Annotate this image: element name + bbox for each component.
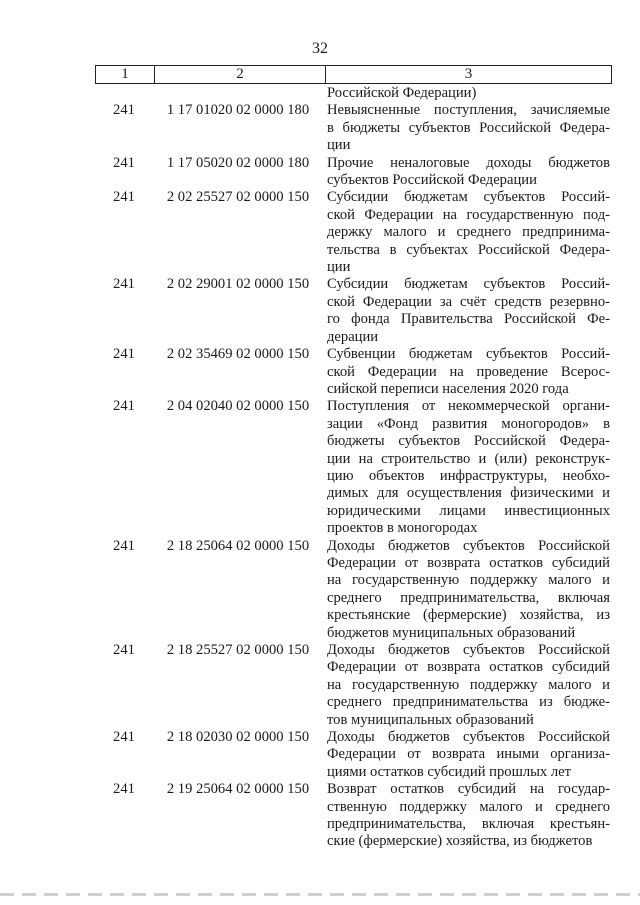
description-line: Доходы бюджетов субъектов Российской	[327, 729, 610, 746]
row-number: 241	[113, 537, 135, 554]
row-number: 241	[113, 398, 135, 415]
revenue-code: 2 18 25527 02 0000 150	[166, 642, 310, 658]
description-line: Федерации от возврата иными организа-	[327, 746, 610, 763]
description-line: в бюджеты субъектов Российской Федера-	[327, 119, 610, 136]
revenue-code: 2 02 25527 02 0000 150	[166, 189, 310, 206]
revenue-description	[323, 276, 610, 346]
revenue-code: 2 02 35469 02 0000 150	[166, 346, 310, 363]
revenue-description	[323, 398, 610, 537]
continuation-text: Российской Федерации)	[327, 85, 477, 101]
description-line: ской Федерации на государственную под-	[327, 206, 610, 223]
description-line: Доходы бюджетов субъектов Российской	[327, 642, 610, 658]
revenue-code: 1 17 01020 02 0000 180	[166, 102, 310, 119]
description-line: ции	[327, 137, 351, 154]
row-number: 241	[113, 102, 135, 119]
description-line: ции	[327, 259, 351, 276]
revenue-description	[323, 642, 610, 729]
row-number: 241	[113, 781, 135, 798]
description-line: циями остатков субсидий прошлых лет	[327, 763, 571, 780]
description-line: сийской переписи населения 2020 года	[327, 380, 569, 397]
description-line: Федерации от возврата остатков субсидий	[327, 659, 610, 676]
description-line: ской Федерации на проведение Всерос-	[327, 363, 610, 380]
column-header-1: 1	[96, 66, 155, 84]
description-line: Поступления от некоммерческой органи-	[327, 398, 610, 415]
description-line: субъектов Российской Федерации	[327, 172, 537, 189]
description-line: бюджеты субъектов Российской Федера-	[327, 433, 610, 450]
revenue-description	[323, 781, 610, 851]
row-number: 241	[113, 276, 135, 293]
revenue-description	[323, 155, 610, 190]
table-row	[95, 781, 610, 851]
description-line: Федерации от возврата остатков субсидий	[327, 554, 610, 571]
scan-edge-artifact	[0, 893, 640, 896]
description-line: на государственную поддержку малого и	[327, 572, 610, 589]
table-row	[95, 102, 610, 154]
description-line: ции на строительство и (или) реконструк-	[327, 450, 610, 467]
column-header-2: 2	[155, 66, 326, 84]
revenue-description	[323, 538, 610, 642]
description-line: ские (фермерские) хозяйства, из бюджетов	[327, 833, 593, 850]
description-line: юридическими лицами инвестиционных	[327, 502, 610, 519]
revenue-code: 2 19 25064 02 0000 150	[166, 781, 310, 798]
table-row	[95, 642, 610, 729]
revenue-description	[323, 346, 610, 398]
description-line: Прочие неналоговые доходы бюджетов	[327, 154, 610, 171]
row-number: 241	[113, 729, 135, 746]
description-line: дерации	[327, 328, 379, 345]
table-row	[95, 538, 610, 642]
row-number: 241	[113, 189, 135, 206]
table-row	[95, 189, 610, 276]
description-line: на государственную поддержку малого и	[327, 676, 610, 693]
description-line: среднего предпринимательства из бюдже-	[327, 694, 610, 711]
description-line: го фонда Правительства Российской Фе-	[327, 311, 610, 328]
description-line: ской Федерации за счёт средств резервно-	[327, 293, 610, 310]
description-line: предпринимательства, включая крестьян-	[327, 816, 610, 833]
description-line: Доходы бюджетов субъектов Российской	[327, 537, 610, 554]
revenue-description	[323, 102, 610, 154]
description-line: Субсидии бюджетам субъектов Россий-	[327, 189, 610, 206]
continuation-row	[95, 85, 610, 102]
description-line: тов муниципальных образований	[327, 711, 534, 728]
page-number: 32	[312, 40, 328, 57]
revenue-code: 2 18 25064 02 0000 150	[166, 537, 310, 554]
table-row	[95, 398, 610, 537]
description-line: Субсидии бюджетам субъектов Россий-	[327, 276, 610, 293]
description-line: тельства в субъектах Российской Федера-	[327, 241, 610, 258]
row-number: 241	[113, 346, 135, 363]
revenue-description	[323, 189, 610, 276]
description-line: бюджетов муниципальных образований	[327, 624, 576, 641]
description-line: Возврат остатков субсидий на государ-	[327, 781, 610, 798]
description-line: Субвенции бюджетам субъектов Россий-	[327, 346, 610, 363]
column-header-3: 3	[326, 66, 612, 84]
revenue-description	[323, 729, 610, 781]
description-line: димых для осуществления физическими и	[327, 485, 610, 502]
table-row	[95, 346, 610, 398]
description-line: держку малого и среднего предпринима-	[327, 224, 610, 241]
revenue-code: 2 04 02040 02 0000 150	[166, 398, 310, 415]
description-line: Невыясненные поступления, зачисляемые	[327, 102, 610, 119]
description-line: цию объектов инфраструктуры, необхо-	[327, 467, 610, 484]
description-line: среднего предпринимательства, включая	[327, 589, 610, 606]
row-number: 241	[113, 642, 135, 658]
column-header-table	[95, 65, 612, 84]
description-line: проектов в моногородах	[327, 520, 478, 537]
description-line: зации «Фонд развития моногородов» в	[327, 415, 610, 432]
description-line: крестьянские (фермерские) хозяйства, из	[327, 607, 610, 624]
description-line: ственную поддержку малого и среднего	[327, 798, 610, 815]
row-number: 241	[113, 154, 135, 171]
table-row	[95, 729, 610, 781]
revenue-code: 1 17 05020 02 0000 180	[166, 154, 310, 171]
revenue-code: 2 02 29001 02 0000 150	[166, 276, 310, 293]
revenue-code: 2 18 02030 02 0000 150	[166, 729, 310, 746]
table-row	[95, 276, 610, 346]
table-row	[95, 155, 610, 190]
revenue-code-table	[95, 85, 610, 851]
